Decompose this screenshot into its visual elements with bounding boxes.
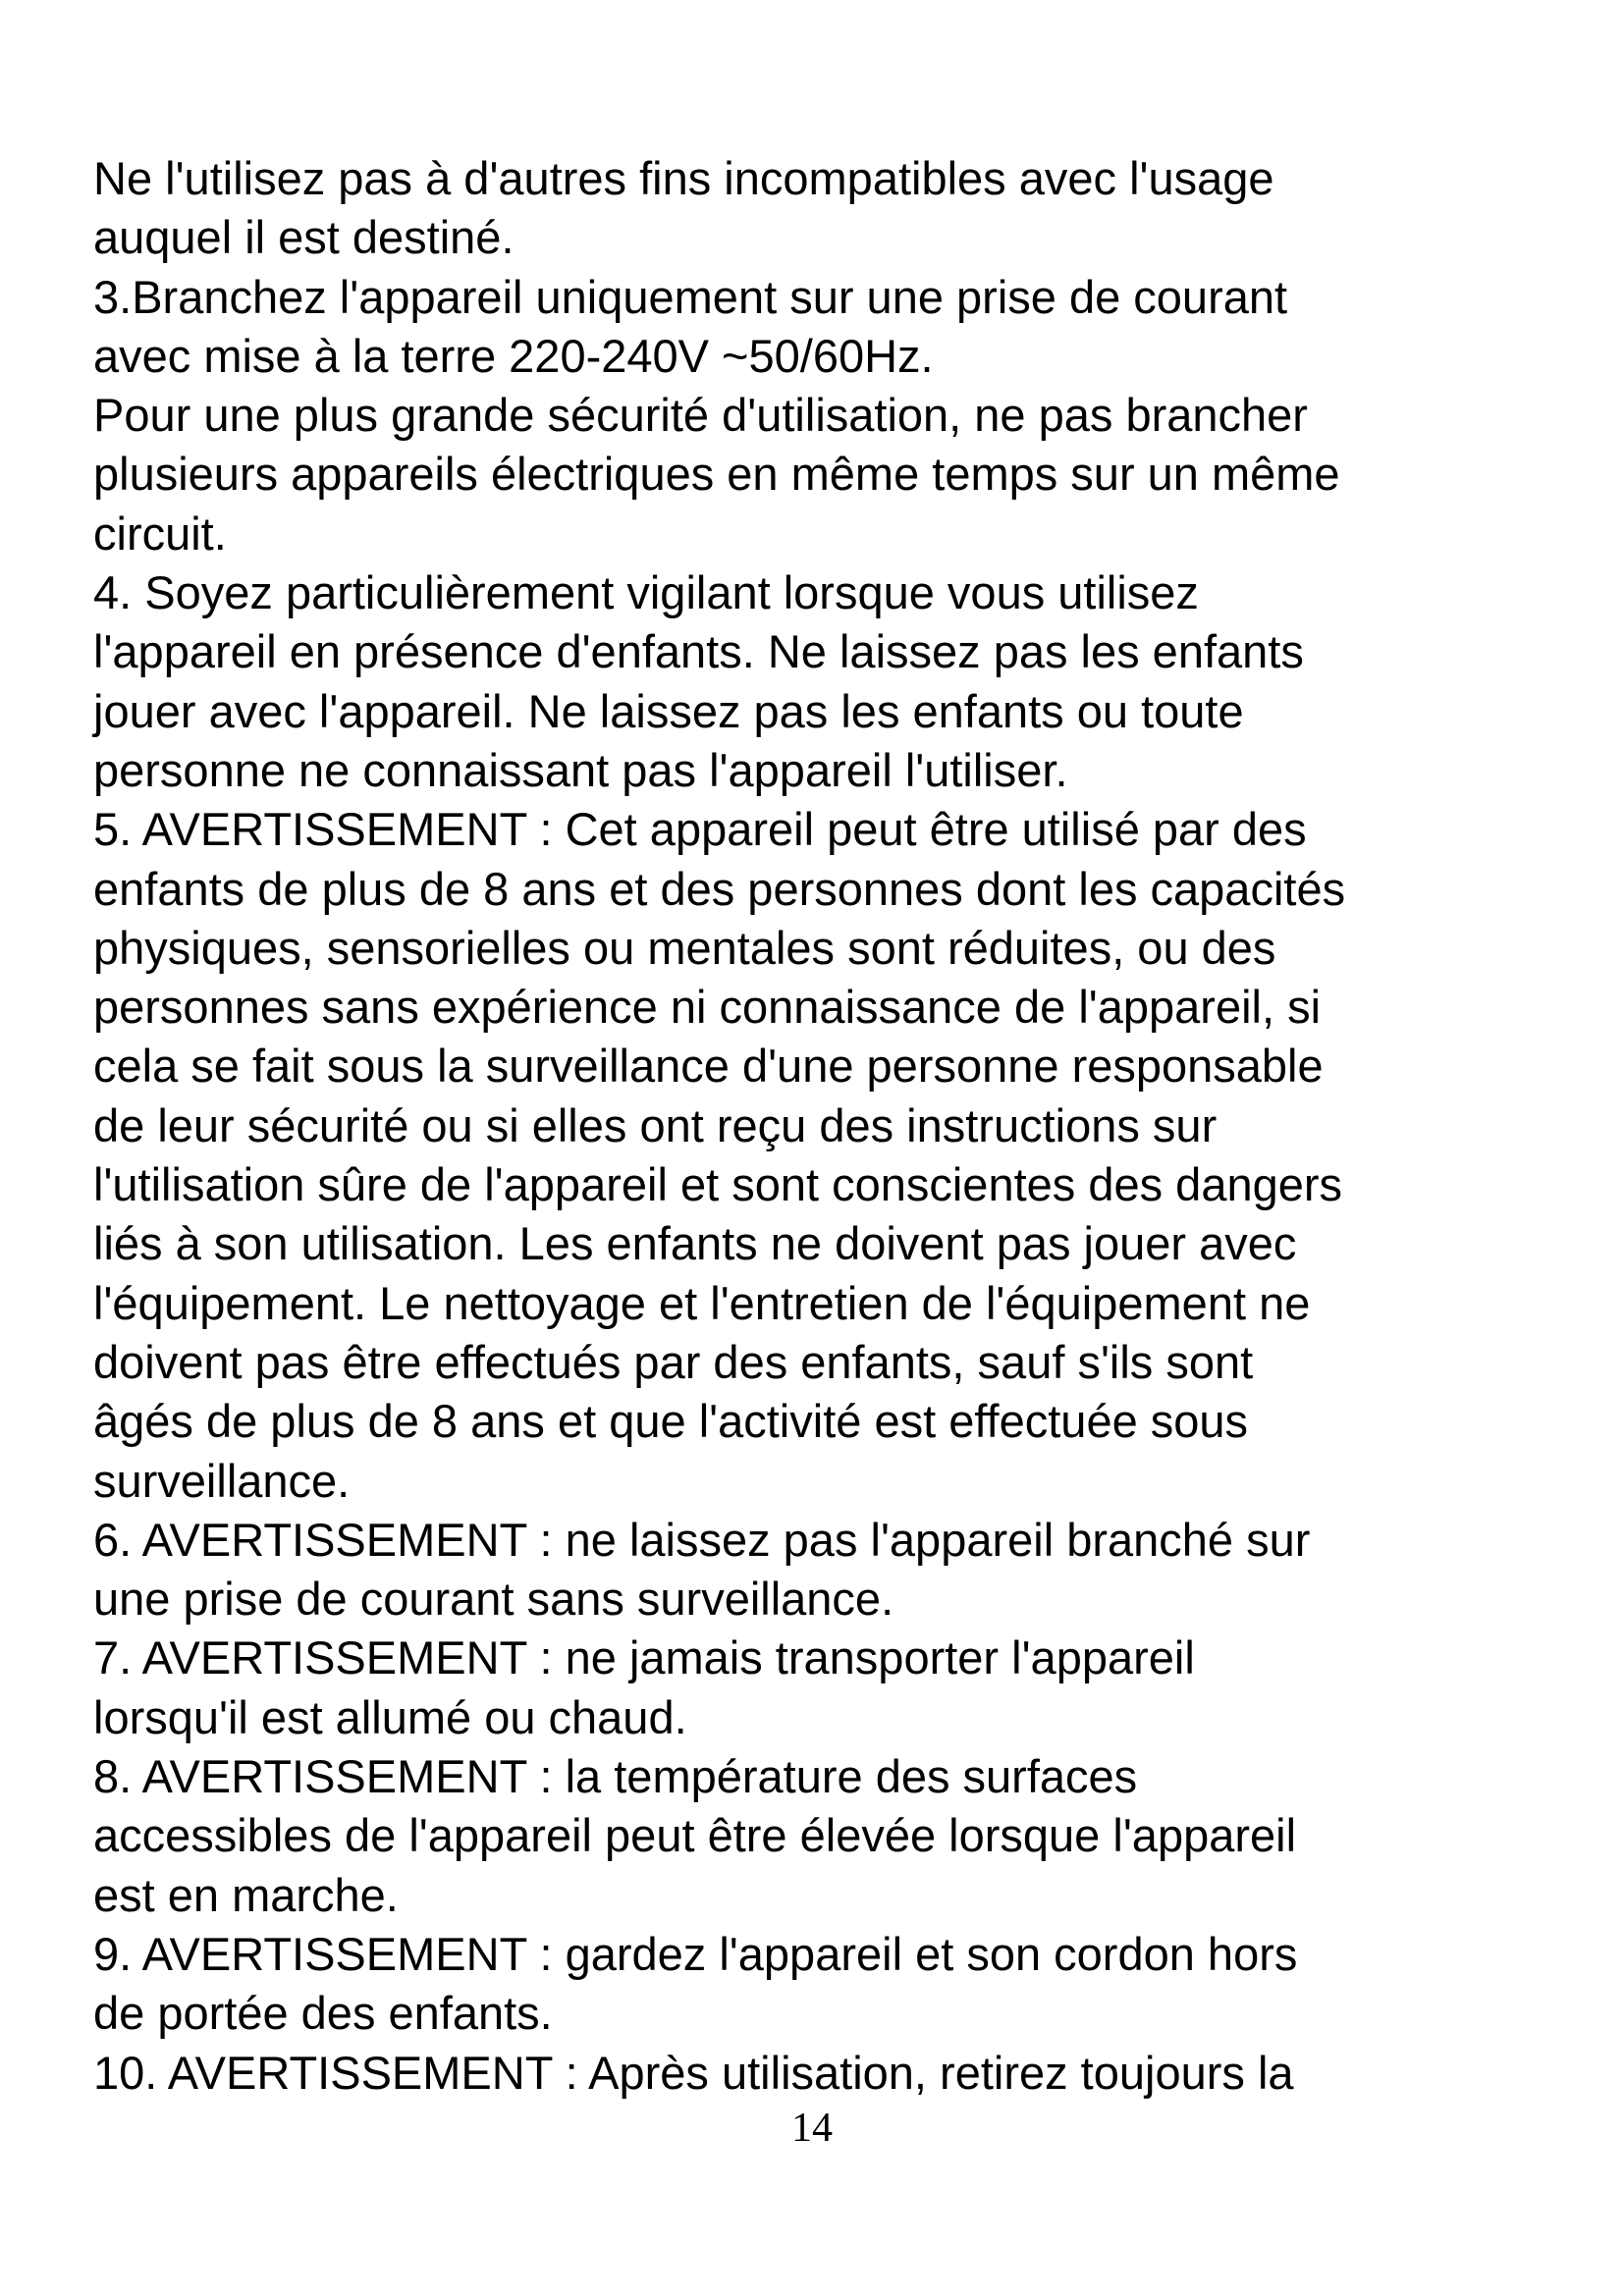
text-line: une prise de courant sans surveillance.: [93, 1573, 894, 1626]
text-line: avec mise à la terre 220-240V ~50/60Hz.: [93, 329, 934, 382]
text-line: accessibles de l'appareil peut être élevée lorsque l'appareil: [93, 1809, 1297, 1862]
text-line: 7. AVERTISSEMENT : ne jamais transporter l'appareil: [93, 1631, 1195, 1684]
text-line: physiques, sensorielles ou mentales sont réduites, ou des: [93, 921, 1276, 974]
text-line: doivent pas être effectués par des enfants, sauf s'ils sont: [93, 1335, 1254, 1388]
text-line: lorsqu'il est allumé ou chaud.: [93, 1690, 687, 1743]
text-line: 10. AVERTISSEMENT : Après utilisation, retirez toujours la: [93, 2046, 1294, 2099]
text-line: l'utilisation sûre de l'appareil et sont conscientes des dangers: [93, 1158, 1343, 1211]
text-line: Pour une plus grande sécurité d'utilisation, ne pas brancher: [93, 389, 1308, 442]
text-line: personnes sans expérience ni connaissance de l'appareil, si: [93, 981, 1322, 1034]
text-line: auquel il est destiné.: [93, 211, 514, 264]
document-body: [93, 149, 1507, 2103]
text-line: 3.Branchez l'appareil uniquement sur une prise de courant: [93, 270, 1288, 323]
text-line: jouer avec l'appareil. Ne laissez pas les enfants ou toute: [93, 684, 1244, 737]
text-line: plusieurs appareils électriques en même temps sur un même: [93, 448, 1340, 501]
text-line: surveillance.: [93, 1454, 351, 1507]
text-line: 9. AVERTISSEMENT : gardez l'appareil et son cordon hors: [93, 1927, 1298, 1980]
text-line: personne ne connaissant pas l'appareil l'utiliser.: [93, 743, 1068, 796]
text-line: 4. Soyez particulièrement vigilant lorsque vous utilisez: [93, 566, 1199, 619]
text-line: 6. AVERTISSEMENT : ne laissez pas l'appareil branché sur: [93, 1513, 1311, 1566]
text-line: enfants de plus de 8 ans et des personnes dont les capacités: [93, 862, 1346, 915]
page-number: 14: [791, 2106, 833, 2151]
text-line: 8. AVERTISSEMENT : la température des surfaces: [93, 1750, 1138, 1803]
text-line: de portée des enfants.: [93, 1987, 553, 2040]
text-line: Ne l'utilisez pas à d'autres fins incompatibles avec l'usage: [93, 152, 1274, 204]
text-line: âgés de plus de 8 ans et que l'activité est effectuée sous: [93, 1395, 1249, 1448]
text-line: de leur sécurité ou si elles ont reçu des instructions sur: [93, 1098, 1218, 1151]
text-line: l'appareil en présence d'enfants. Ne laissez pas les enfants: [93, 625, 1304, 678]
text-line: cela se fait sous la surveillance d'une personne responsable: [93, 1040, 1324, 1093]
text-line: liés à son utilisation. Les enfants ne doivent pas jouer avec: [93, 1217, 1297, 1270]
text-line: circuit.: [93, 507, 227, 560]
text-line: est en marche.: [93, 1868, 399, 1921]
text-line: 5. AVERTISSEMENT : Cet appareil peut être utilisé par des: [93, 803, 1307, 856]
text-line: l'équipement. Le nettoyage et l'entretien de l'équipement ne: [93, 1276, 1311, 1329]
